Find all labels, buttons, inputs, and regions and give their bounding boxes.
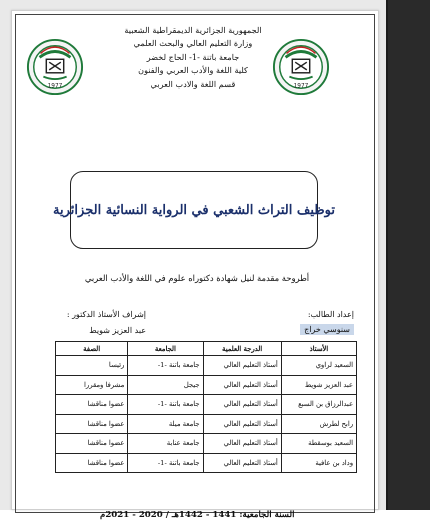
member-rank: أستاذ التعليم العالي: [203, 375, 281, 395]
table-row: [56, 434, 357, 454]
table-row: [56, 375, 357, 395]
document-page: [11, 10, 379, 520]
member-name: السعيد لراوي: [281, 356, 356, 376]
institution-header: [104, 24, 282, 91]
table-row: [56, 414, 357, 434]
member-name: رابح لطرش: [281, 414, 356, 434]
university-logo-right: [272, 38, 330, 96]
table-row: [56, 395, 357, 415]
student-name: سنوسي خراج: [300, 324, 354, 335]
column-header-professor: الأستاذ: [281, 342, 356, 356]
column-header-role: الصفة: [56, 342, 128, 356]
member-role: عضوا مناقشا: [56, 434, 128, 454]
university-seal-icon: [272, 38, 330, 96]
university-seal-icon: [26, 38, 84, 96]
member-role: عضوا مناقشا: [56, 453, 128, 473]
header-line-country: الجمهورية الجزائرية الديمقراطية الشعبية: [124, 25, 262, 35]
logo-year-left: 1977: [47, 83, 63, 90]
committee-table: [55, 341, 357, 473]
column-header-rank: الدرجة العلمية: [203, 342, 281, 356]
table-row: [56, 356, 357, 376]
header-line-university: جامعة باتنة -1- الحاج لخضر: [146, 51, 240, 62]
member-rank: أستاذ التعليم العالي: [203, 395, 281, 415]
student-label: إعداد الطالب:: [307, 310, 354, 319]
right-side-panel: [388, 0, 430, 510]
header-line-faculty: كلية اللغة والأدب العربي والفنون: [138, 65, 248, 76]
member-role: مشرفا ومقررا: [56, 375, 128, 395]
academic-year: السنة الجامعية: 1441 - 1442هـ / 2020 - 2021م: [100, 510, 295, 520]
thesis-title-box: [53, 171, 335, 249]
member-university: جامعة باتنة -1-: [128, 395, 203, 415]
logo-year-right: 1977: [293, 83, 309, 90]
member-university: جامعة ميلة: [128, 414, 203, 434]
member-name: السعيد بوسقطة: [281, 434, 356, 454]
thesis-subtitle: أطروحة مقدمة لنيل شهادة دكتوراه علوم في اللغة والأدب العربي: [84, 273, 310, 283]
member-university: جامعة باتنة -1-: [128, 453, 203, 473]
member-name: عبدالرزاق بن السبع: [281, 395, 356, 415]
member-rank: أستاذ التعليم العالي: [203, 434, 281, 454]
member-university: جامعة عنابة: [128, 434, 203, 454]
supervisor-label: إشراف الأستاذ الدكتور :: [66, 310, 146, 319]
header-line-ministry: وزارة التعليم العالي والبحث العلمي: [133, 38, 253, 49]
thesis-title: توظيف التراث الشعبي في الرواية النسائية الجزائرية: [53, 202, 335, 218]
column-header-university: الجامعة: [128, 342, 203, 356]
table-header-row: [56, 342, 357, 356]
member-rank: أستاذ التعليم العالي: [203, 453, 281, 473]
member-rank: أستاذ التعليم العالي: [203, 356, 281, 376]
member-university: جامعة باتنة -1-: [128, 356, 203, 376]
header-line-department: قسم اللغة والادب العربي: [150, 78, 236, 89]
university-logo-left: [26, 38, 84, 96]
member-name: عبد العزيز شويط: [281, 375, 356, 395]
member-university: جيجل: [128, 375, 203, 395]
member-role: عضوا مناقشا: [56, 414, 128, 434]
table-row: [56, 453, 357, 473]
member-name: وداد بن عافية: [281, 453, 356, 473]
supervisor-name: عبد العزيز شويط: [89, 326, 146, 335]
member-role: رئيسا: [56, 356, 128, 376]
member-rank: أستاذ التعليم العالي: [203, 414, 281, 434]
member-role: عضوا مناقشا: [56, 395, 128, 415]
